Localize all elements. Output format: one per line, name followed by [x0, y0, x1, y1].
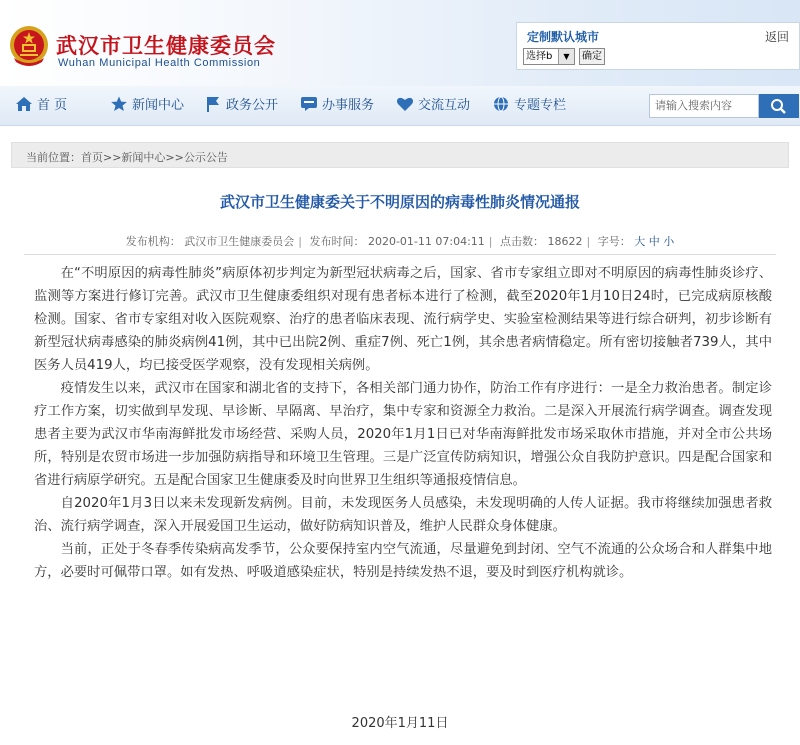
city-select-value: 选择b: [526, 51, 553, 62]
breadcrumb-bar: [11, 142, 789, 168]
main-nav: [0, 86, 800, 126]
nav-item-home[interactable]: [15, 96, 67, 116]
article-title: 武汉市卫生健康委关于不明原因的病毒性肺炎情况通报: [219, 193, 580, 211]
nav-label: 办事服务: [322, 98, 375, 113]
site-title[interactable]: 武汉市卫生健康委员会: [56, 34, 276, 58]
nav-item-news[interactable]: [110, 96, 184, 116]
nav-label: 政务公开: [226, 98, 279, 113]
paragraph: 自2020年1月3日以来未发现新发病例。目前，未发现医务人员感染，未发现明确的人传人证据。我市将继续加强患者救治、流行病学调查，深入开展爱国卫生运动，做好防病知识普及，维护人民群众身体健康。: [34, 496, 772, 534]
publisher: 武汉市卫生健康委员会: [184, 235, 295, 248]
click-count: 18622: [547, 235, 583, 248]
publish-time: 2020-01-11 07:04:11: [367, 235, 485, 248]
city-select[interactable]: [523, 48, 575, 65]
star-icon: [110, 96, 128, 112]
city-panel-title: 定制默认城市: [527, 30, 600, 44]
site-header: [0, 0, 800, 86]
heart-icon: [396, 96, 414, 112]
site-subtitle: Wuhan Municipal Health Commission: [58, 57, 261, 69]
confirm-button[interactable]: 确定: [579, 48, 605, 65]
article-body: [34, 262, 772, 584]
clicks-label: 点击数：: [500, 235, 545, 248]
paragraph: 疫情发生以来，武汉市在国家和湖北省的支持下，各相关部门通力协作，防治工作有序进行：一是全力救治患者。制定诊疗工作方案，切实做到早发现、早诊断、早隔离、早治疗，集中专家和资源全力救治。二是深入开展流行病学调查。调查发现患者主要为武汉市华南海鲜批发市场经营、采购人员，2020年1月1日已对华南海鲜批发市场采取休市措施，并对全市公共场所，特别是农贸市场进一步加强防病指导和环境卫生管理。三是广泛宣传防病知识，增强公众自我防护意识。四是配合国家和省进行病原学研究。五是配合国家卫生健康委及时向世界卫生组织等通报疫情信息。: [34, 381, 772, 488]
default-city-panel: [516, 22, 800, 70]
breadcrumb[interactable]: 当前位置：首页>>新闻中心>>公示公告: [26, 151, 228, 164]
article-date: 2020年1月11日: [351, 716, 449, 731]
dropdown-arrow-icon[interactable]: ▼: [558, 49, 574, 64]
nav-label: 新闻中心: [132, 98, 185, 113]
back-link[interactable]: 返回: [764, 30, 789, 44]
nav-item-interaction[interactable]: [396, 96, 470, 116]
paragraph: 当前，正处于冬春季传染病高发季节，公众要保持室内空气流通，尽量避免到封闭、空气不流通的公众场合和人群集中地方，必要时可佩带口罩。如有发热、呼吸道感染症状，特别是持续发热不退，要及时到医疗机构就诊。: [34, 542, 772, 580]
font-size-label: 字号：: [597, 235, 631, 248]
nav-label: 专题专栏: [514, 98, 567, 113]
flag-icon: [204, 96, 222, 112]
search-button[interactable]: [759, 94, 799, 118]
national-emblem-icon: [8, 24, 50, 68]
publish-time-label: 发布时间：: [309, 235, 365, 248]
search-input[interactable]: 请输入搜索内容: [649, 94, 759, 118]
nav-item-services[interactable]: [300, 96, 374, 116]
home-icon: [15, 96, 33, 112]
chat-icon: [300, 96, 318, 112]
paragraph: 在“不明原因的病毒性肺炎”病原体初步判定为新型冠状病毒之后，国家、省市专家组立即对不明原因的病毒性肺炎诊疗、监测等方案进行修订完善。武汉市卫生健康委组织对现有患者标本进行了检测，截至2020年1月10日24时，已完成病原核酸检测。国家、省市专家组对收入医院观察、治疗的患者临床表现、流行病学史、实验室检测结果等进行综合研判，初步诊断有新型冠状病毒感染的肺炎病例41例，其中已出院2例、重症7例、死亡1例，其余患者病情稳定。所有密切接触者739人，其中医务人员419人，均已接受医学观察，没有发现相关病例。: [34, 266, 772, 373]
nav-item-topics[interactable]: [492, 96, 566, 116]
divider: [24, 254, 776, 255]
font-size-options[interactable]: 大 中 小: [634, 235, 675, 248]
nav-label: 交流互动: [418, 98, 471, 113]
nav-item-government[interactable]: [204, 96, 278, 116]
article-meta: 发布机构： 武汉市卫生健康委员会 | 发布时间： 2020-01-11 07:04:11 | 点击数： 18622 | 字号： 大 中 小: [125, 235, 675, 248]
globe-icon: [492, 96, 510, 112]
nav-label: 首 页: [37, 98, 68, 113]
search-icon: [759, 94, 799, 118]
publisher-label: 发布机构：: [125, 235, 181, 248]
